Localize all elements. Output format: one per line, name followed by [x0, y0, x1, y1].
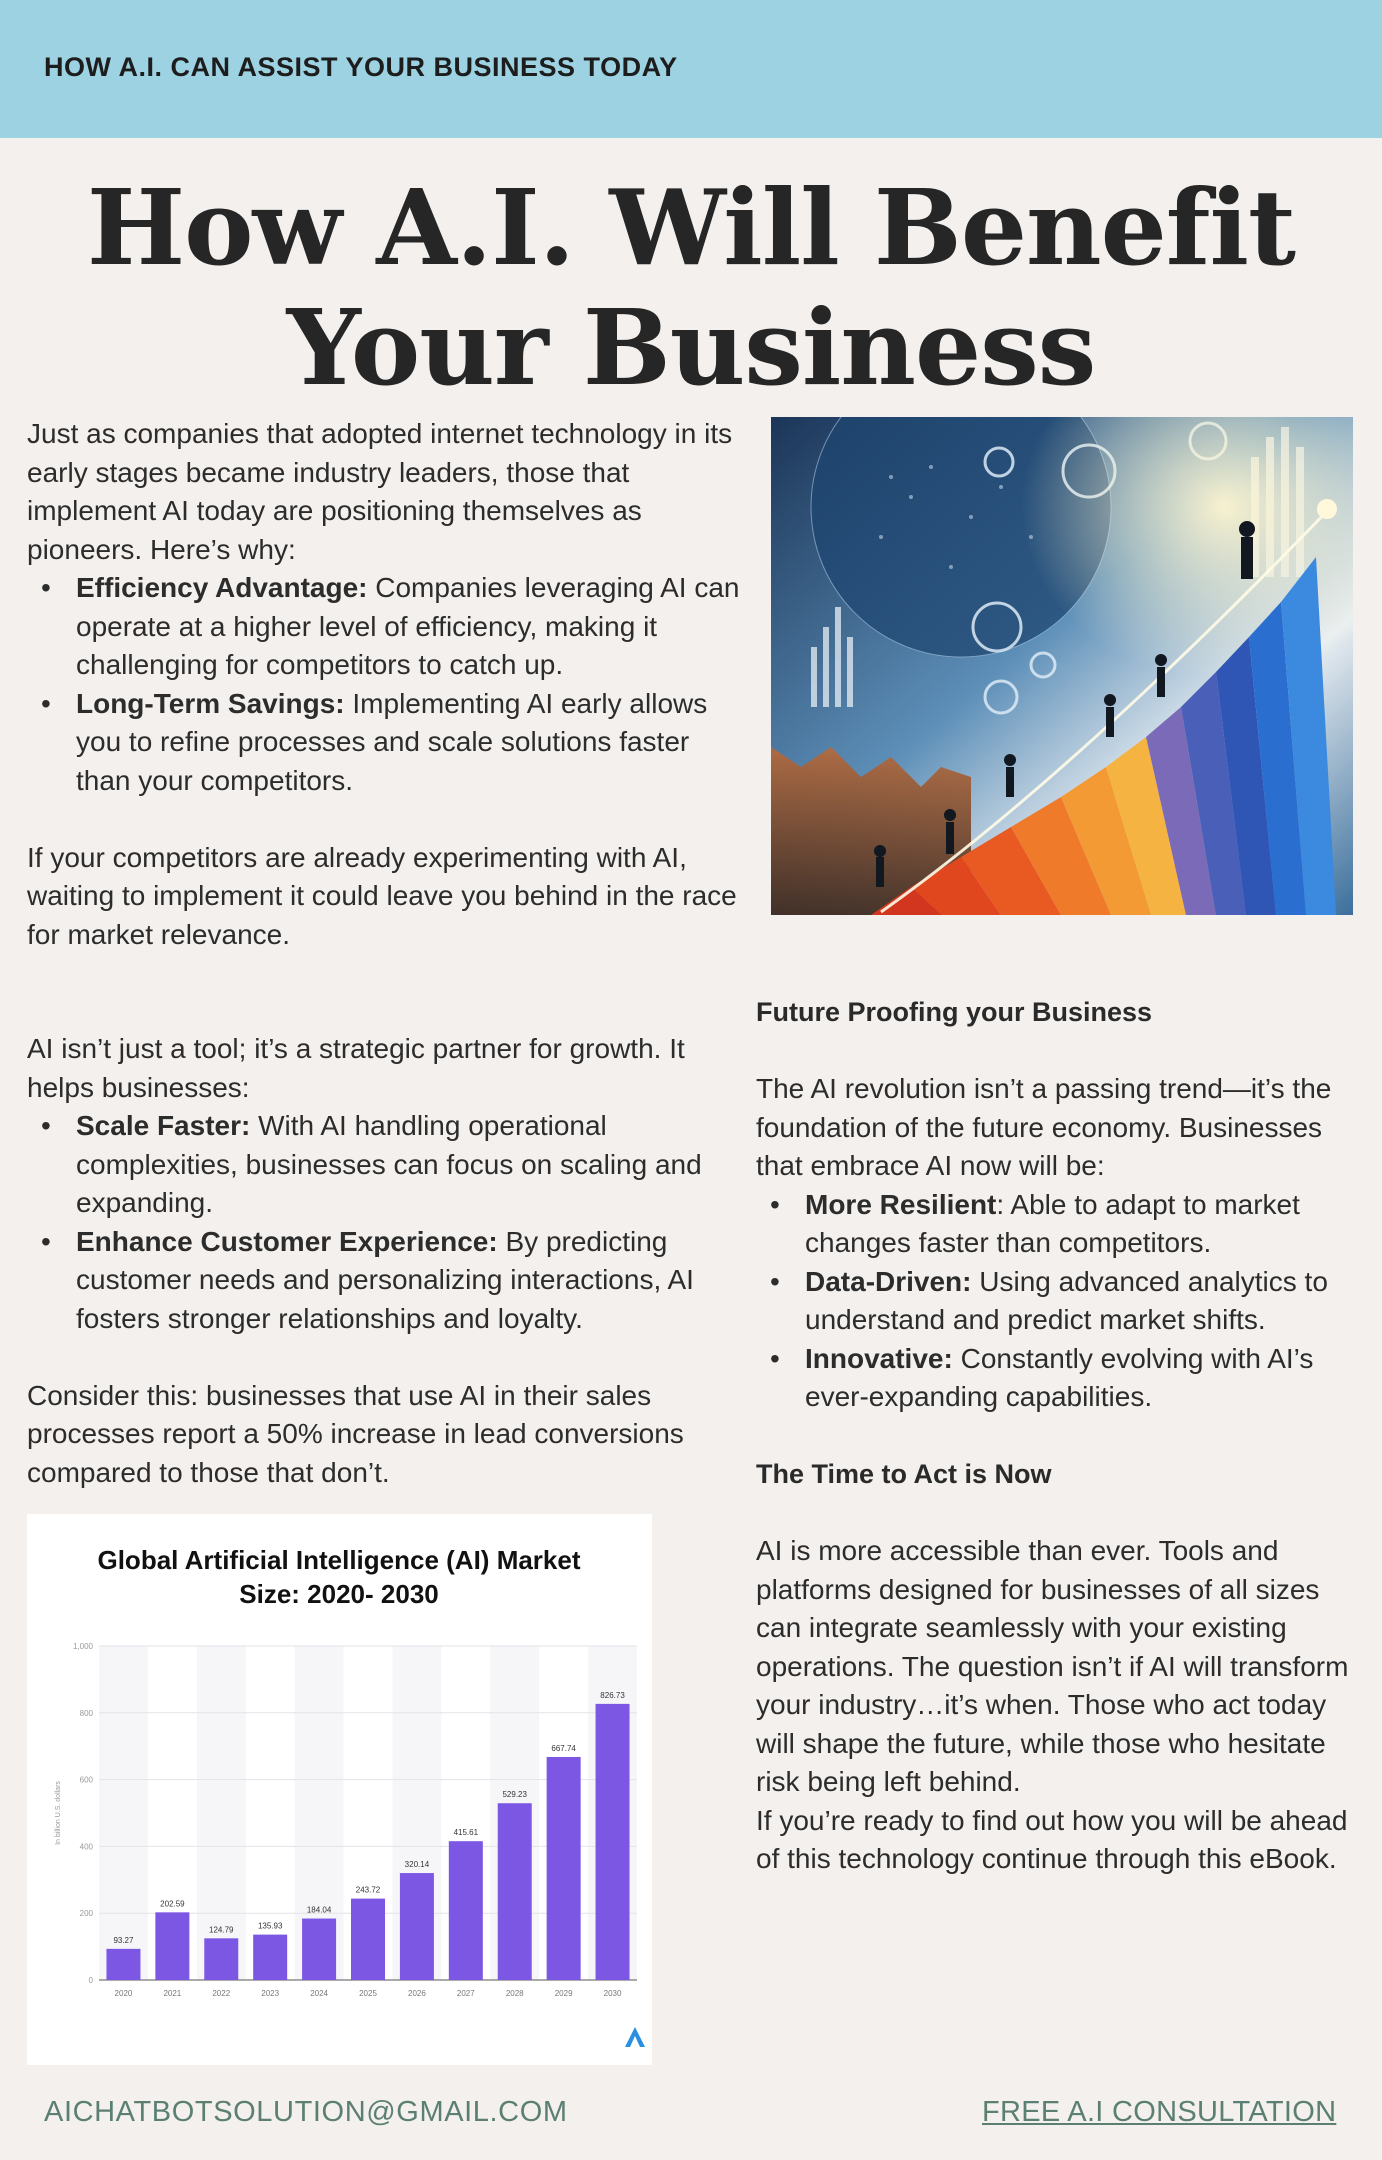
bullet-resilient: [756, 1186, 1366, 1263]
y-tick-label: 1,000: [72, 1642, 93, 1651]
intro-section: [27, 415, 745, 954]
bullet-text: Companies leveraging AI can operate at a higher level of efficiency, making it challenging for competitors to catch up.: [76, 572, 740, 680]
bar-value-label: 243.72: [355, 1885, 381, 1895]
x-tick-label: 2026: [408, 1989, 426, 1998]
growth-paragraph: AI isn’t just a tool; it’s a strategic partner for growth. It helps businesses:: [27, 1033, 685, 1103]
title-line-2: Your Business: [286, 286, 1096, 409]
bullet-label: Enhance Customer Experience:: [76, 1225, 498, 1257]
bar-2028: [498, 1803, 532, 1980]
market-size-chart: [27, 1514, 652, 2065]
growth-section: [27, 1030, 745, 1492]
act-cta: If you’re ready to find out how you will be ahead of this technology continue through this eBook.: [756, 1804, 1348, 1874]
bullet-text: Constantly evolving with AI’s ever-expanding capabilities.: [805, 1342, 1314, 1412]
bullet-text: By predicting customer needs and personalizing interactions, AI fosters stronger relationships and loyalty.: [76, 1225, 694, 1334]
bar-value-label: 135.93: [257, 1921, 283, 1931]
bullet-label: Innovative:: [805, 1342, 953, 1374]
bullet-efficiency: [27, 569, 745, 685]
y-axis-label: In billion U.S. dollars: [55, 1781, 62, 1845]
x-tick-label: 2020: [114, 1989, 133, 1998]
chart-title-line-2: Size: 2020- 2030: [239, 1579, 439, 1609]
bar-2025: [351, 1899, 385, 1980]
act-heading: The Time to Act is Now: [756, 1459, 1052, 1489]
x-tick-label: 2029: [554, 1989, 573, 1998]
bullet-text: : Able to adapt to market changes faster than competitors.: [805, 1188, 1300, 1258]
x-tick-label: 2027: [456, 1989, 475, 1998]
bullet-label: More Resilient: [805, 1188, 997, 1220]
bar-2023: [253, 1935, 287, 1980]
bar-2030: [596, 1704, 630, 1980]
top-banner: [0, 0, 1382, 138]
bullet-text: Using advanced analytics to understand and predict market shifts.: [805, 1265, 1328, 1335]
bar-value-label: 529.23: [502, 1790, 527, 1800]
bar-value-label: 184.04: [306, 1905, 332, 1915]
bar-value-label: 320.14: [404, 1860, 430, 1870]
page-title: [0, 168, 1382, 408]
future-bullets: [756, 1186, 1366, 1417]
chart-svg: [27, 1514, 652, 2065]
bar-value-label: 667.74: [551, 1743, 576, 1753]
bar-value-label: 415.61: [453, 1828, 479, 1838]
x-tick-label: 2024: [310, 1989, 328, 1998]
x-tick-label: 2022: [212, 1989, 231, 1998]
title-line-1: How A.I. Will Benefit: [86, 166, 1296, 289]
bar-value-label: 93.27: [113, 1935, 134, 1945]
bar-2026: [400, 1873, 434, 1980]
intro-bullets: [27, 569, 745, 800]
contact-email[interactable]: AICHATBOTSOLUTION@GMAIL.COM: [44, 2096, 568, 2128]
act-paragraph: AI is more accessible than ever. Tools and platforms designed for businesses of all sizes can integrate seamlessly with your existing operations. The question isn’t if AI will transform your industry…it’s when. Those who act today will shape the future, while those who hesitate risk being left behind.: [756, 1535, 1349, 1797]
free-consultation-link[interactable]: FREE A.I CONSULTATION: [982, 2096, 1337, 2128]
y-tick-label: 400: [79, 1842, 93, 1852]
bar-2021: [155, 1912, 189, 1980]
bar-value-label: 826.73: [600, 1690, 625, 1700]
y-tick-label: 600: [79, 1775, 93, 1785]
bar-2020: [106, 1949, 140, 1980]
future-heading: Future Proofing your Business: [756, 997, 1153, 1027]
future-section: [756, 993, 1366, 1879]
bar-2024: [302, 1919, 336, 1980]
bullet-innovative: [756, 1340, 1366, 1417]
intro-paragraph: Just as companies that adopted internet technology in its early stages became industry leaders, those that implement AI today are positioning themselves as pioneers. Here’s why:: [27, 418, 733, 565]
y-tick-label: 800: [79, 1708, 93, 1718]
growth-bullets: [27, 1107, 745, 1338]
bar-2029: [547, 1757, 581, 1980]
hero-illustration: [771, 417, 1353, 915]
intro-closing: If your competitors are already experimenting with AI, waiting to implement it could leave you behind in the race for market relevance.: [27, 841, 737, 950]
bullet-text: With AI handling operational complexities, businesses can focus on scaling and expanding.: [76, 1110, 702, 1218]
bar-value-label: 124.79: [209, 1925, 234, 1935]
bullet-label: Efficiency Advantage:: [76, 572, 368, 603]
x-tick-label: 2025: [359, 1989, 377, 1998]
bullet-savings: [27, 685, 745, 801]
y-tick-label: 200: [79, 1909, 93, 1919]
bar-2022: [204, 1938, 238, 1980]
bullet-scale-faster: [27, 1107, 745, 1223]
chart-band: [99, 1646, 148, 1980]
bullet-customer-experience: [27, 1223, 745, 1339]
banner-text: HOW A.I. CAN ASSIST YOUR BUSINESS TODAY: [44, 52, 678, 82]
x-tick-label: 2023: [261, 1989, 280, 1998]
x-tick-label: 2021: [163, 1989, 182, 1998]
bullet-label: Data-Driven:: [805, 1265, 972, 1297]
x-tick-label: 2030: [603, 1989, 622, 1998]
bullet-data-driven: [756, 1263, 1366, 1340]
y-tick-label: 0: [88, 1976, 93, 1985]
chart-title-line-1: Global Artificial Intelligence (AI) Market: [97, 1545, 581, 1575]
bar-2027: [449, 1841, 483, 1980]
bullet-label: Scale Faster:: [76, 1110, 251, 1141]
future-paragraph: The AI revolution isn’t a passing trend—it’s the foundation of the future economy. Businesses that embrace AI now will be:: [756, 1073, 1332, 1181]
bar-value-label: 202.59: [160, 1899, 185, 1909]
bullet-text: Implementing AI early allows you to refine processes and scale solutions faster than your competitors.: [76, 687, 708, 796]
x-tick-label: 2028: [505, 1989, 524, 1998]
consider-paragraph: Consider this: businesses that use AI in their sales processes report a 50% increase in lead conversions compared to those that don’t.: [27, 1379, 684, 1488]
bullet-label: Long-Term Savings:: [76, 687, 345, 719]
brand-logo-icon: [625, 2027, 645, 2047]
